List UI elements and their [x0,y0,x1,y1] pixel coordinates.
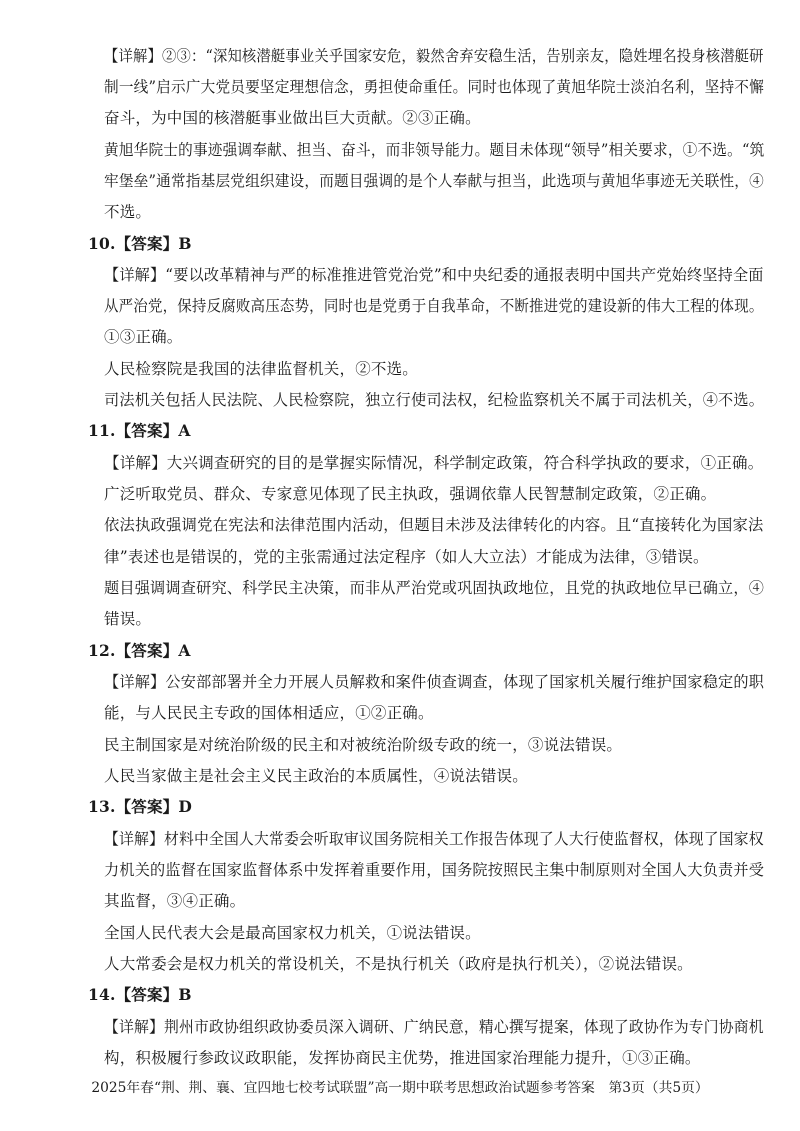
q9-para2-line-2: 牢堡垒”通常指基层党组织建设，而题目强调的是个人奉献与担当，此选项与黄旭华事迹无关联性，④ [104,172,764,190]
q9-detail-line-3: 奋斗，为中国的核潜艇事业做出巨大贡献。②③正确。 [104,109,481,127]
q14-detail-line-1: 【详解】荆州市政协组织政协委员深入调研、广纳民意，精心撰写提案，体现了政协作为专门协商机 [104,1018,764,1036]
q13-answer: 13.【答案】D [88,797,193,816]
q9-para2-line-1: 黄旭华院士的事迹强调奉献、担当、奋斗，而非领导能力。题目未体现“领导”相关要求，①不选。“筑 [104,141,765,159]
q11-para4-line-1: 题目强调调查研究、科学民主决策，而非从严治党或巩固执政地位，且党的执政地位早已确立，④ [104,579,765,597]
q14-answer: 14.【答案】B [88,985,192,1004]
q13-detail-line-3: 其监督，③④正确。 [104,892,246,910]
q12-detail-line-2: 能，与人民民主专政的国体相适应，①②正确。 [104,704,434,722]
q10-para3: 司法机关包括人民法院、人民检察院，独立行使司法权，纪检监察机关不属于司法机关，④不选。 [104,391,765,409]
q11-para3-line-2: 律”表述也是错误的，党的主张需通过法定程序（如人大立法）才能成为法律，③错误。 [104,548,709,566]
q10-answer: 10.【答案】B [88,234,192,253]
q9-detail-line-1: 【详解】②③：“深知核潜艇事业关乎国家安危，毅然舍弃安稳生活，告别亲友，隐姓埋名投身核潜艇研 [104,47,764,65]
q13-para2: 全国人民代表大会是最高国家权力机关，①说法错误。 [104,924,481,942]
q11-answer: 11.【答案】A [88,421,191,440]
q11-detail-line-1: 【详解】大兴调查研究的目的是掌握实际情况，科学制定政策，符合科学执政的要求，①正确。 [104,454,764,472]
q11-para4-line-2: 错误。 [104,610,152,628]
q11-para2: 广泛听取党员、群众、专家意见体现了民主执政，强调依靠人民智慧制定政策，②正确。 [104,485,717,503]
q10-detail-line-3: ①③正确。 [104,328,183,346]
q10-detail-line-1: 【详解】“要以改革精神与严的标准推进管党治党”和中央纪委的通报表明中国共产党始终坚持全面 [104,266,764,284]
q10-detail-line-2: 从严治党，保持反腐败高压态势，同时也是党勇于自我革命，不断推进党的建设新的伟大工程的体现。 [104,297,764,315]
q12-detail-line-1: 【详解】公安部部署并全力开展人员解救和案件侦查调查，体现了国家机关履行维护国家稳定的职 [104,673,765,691]
page-footer: 2025年春“荆、荆、襄、宜四地七校考试联盟”高一期中联考思想政治试题参考答案 第3页（共5页） [91,1080,709,1096]
q13-para3: 人大常委会是权力机关的常设机关，不是执行机关（政府是执行机关），②说法错误。 [104,955,693,973]
q13-detail-line-2: 力机关的监督在国家监督体系中发挥着重要作用，国务院按照民主集中制原则对全国人大负责并受 [104,861,765,879]
q12-answer: 12.【答案】A [88,641,191,660]
q12-para2: 民主制国家是对统治阶级的民主和对被统治阶级专政的统一，③说法错误。 [104,736,623,754]
q9-para2-line-3: 不选。 [104,203,152,221]
q9-detail-line-2: 制一线”启示广大党员要坚定理想信念，勇担使命重任。同时也体现了黄旭华院士淡泊名利，坚持不懈 [104,78,764,96]
q12-para3: 人民当家做主是社会主义民主政治的本质属性，④说法错误。 [104,767,528,785]
q13-detail-line-1: 【详解】材料中全国人大常委会听取审议国务院相关工作报告体现了人大行使监督权，体现了国家权 [104,830,764,848]
q14-detail-line-2: 构，积极履行参政议政职能，发挥协商民主优势，推进国家治理能力提升，①③正确。 [104,1049,701,1067]
q11-para3-line-1: 依法执政强调党在宪法和法律范围内活动，但题目未涉及法律转化的内容。且“直接转化为国家法 [104,516,764,534]
q10-para2: 人民检察院是我国的法律监督机关，②不选。 [104,360,419,378]
